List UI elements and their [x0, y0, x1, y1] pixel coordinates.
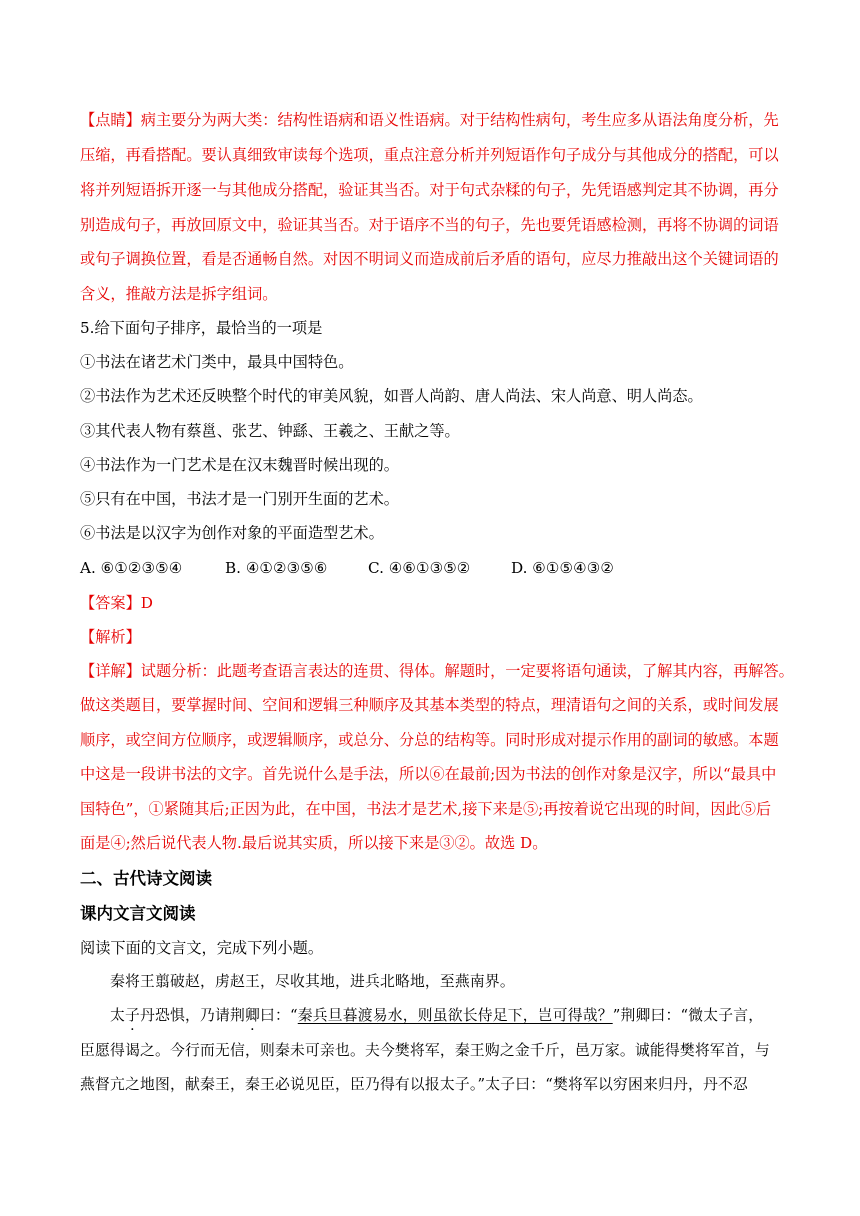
detail-line-2: 做这类题目，要掌握时间、空间和逻辑三种顺序及其基本类型的特点，理清语句之间的关系，或时间发展: [80, 696, 779, 714]
detail-line-6: 面是④;然后说代表人物.最后说其实质，所以接下来是③②。故选 D。: [80, 834, 548, 852]
passage-line-3: 臣愿得谒之。今行而无信，则秦未可亲也。夫今樊将军，秦王购之金千斤，邑万家。诚能得樊将军首，与: [80, 1042, 770, 1059]
detail-line-5: 国特色”，①紧随其后;正因为此，在中国，书法才是艺术,接下来是⑤;再按着说它出现的时间，因此⑤后: [80, 800, 772, 818]
passage-text: 太: [110, 1007, 125, 1024]
section-title: 二、古代诗文阅读: [80, 869, 212, 888]
option-d: D. ⑥①⑤④③②: [511, 559, 614, 577]
emphasis-dot-char: 子: [125, 1007, 140, 1024]
section-subtitle: 课内文言文阅读: [80, 904, 196, 923]
dianjing-line-3: 将并列短语拆开逐一与其他成分搭配，验证其当否。对于句式杂糅的句子，先凭语感判定其不协调，再分: [80, 181, 779, 199]
dianjing-line-6: 含义，推敲方法是拆字组词。: [80, 285, 278, 303]
sentence-4: ④书法作为一门艺术是在汉末魏晋时候出现的。: [80, 456, 399, 474]
sentence-1: ①书法在诸艺术门类中，最具中国特色。: [80, 353, 354, 371]
sentence-3: ③其代表人物有蔡邕、张艺、钟繇、王羲之、王献之等。: [80, 422, 460, 440]
sentence-5: ⑤只有在中国，书法才是一门别开生面的艺术。: [80, 490, 399, 508]
answer-options: [80, 558, 786, 578]
passage-line-4: 燕督亢之地图，献秦王，秦王必说见臣，臣乃得有以报太子。”太子曰：“樊将军以穷困来归丹，丹不忍: [80, 1076, 748, 1093]
dianjing-line-1: 【点睛】病主要分为两大类：结构性语病和语义性语病。对于结构性病句，考生应多从语法角度分析，先: [80, 111, 779, 129]
option-c: C. ④⑥①③⑤②: [368, 559, 471, 577]
option-a: A. ⑥①②③⑤④: [80, 559, 183, 577]
sentence-2: ②书法作为艺术还反映整个时代的审美风貌，如晋人尚韵、唐人尚法、宋人尚意、明人尚态。: [80, 387, 703, 405]
dianjing-line-2: 压缩，再看搭配。要认真细致审读每个选项，重点注意分析并列短语作句子成分与其他成分的搭配，可以: [80, 146, 779, 164]
sentence-6: ⑥书法是以汉字为创作对象的平面造型艺术。: [80, 524, 384, 542]
detail-line-1: 【详解】试题分析：此题考查语言表达的连贯、得体。解题时，一定要将语句通读，了解其内容，再解答。: [80, 662, 794, 680]
detail-line-3: 顺序，或空间方位顺序，或逻辑顺序，或总分、分总的结构等。同时形成对提示作用的副词的敏感。本题: [80, 731, 779, 749]
reading-instruction: 阅读下面的文言文，完成下列小题。: [80, 939, 323, 957]
dianjing-line-4: 别造成句子，再放回原文中，验证其当否。对于语序不当的句子，先也要凭语感检测，再将不协调的词语: [80, 216, 779, 234]
question-5-stem: 5.给下面句子排序，最恰当的一项是: [80, 319, 323, 337]
dianjing-line-5: 或句子调换位置，看是否通畅自然。对因不明词义而造成前后矛盾的语句，应尽力推敲出这个关键词语的: [80, 250, 779, 268]
emphasis-dot-char: 卿: [244, 1007, 260, 1024]
underlined-sentence: 秦兵旦暮渡易水，则虽欲长侍足下，岂可得哉？: [297, 1007, 613, 1024]
option-b: B. ④①②③⑤⑥: [225, 559, 328, 577]
jiexi-label: 【解析】: [80, 628, 141, 646]
passage-text: 曰：“: [259, 1007, 298, 1024]
passage-text: 丹恐惧，乃请荆: [140, 1007, 245, 1024]
detail-line-4: 中这是一段讲书法的文字。首先说什么是手法，所以⑥在最前;因为书法的创作对象是汉字，所以“最具中: [80, 765, 777, 783]
passage-paragraph-1: 秦将王翦破赵，虏赵王，尽收其地，进兵北略地，至燕南界。: [110, 973, 515, 990]
passage-paragraph-2: [110, 1006, 816, 1026]
answer-label: 【答案】D: [80, 594, 153, 612]
passage-text: ”荆卿曰：“微太子言，: [612, 1007, 764, 1024]
